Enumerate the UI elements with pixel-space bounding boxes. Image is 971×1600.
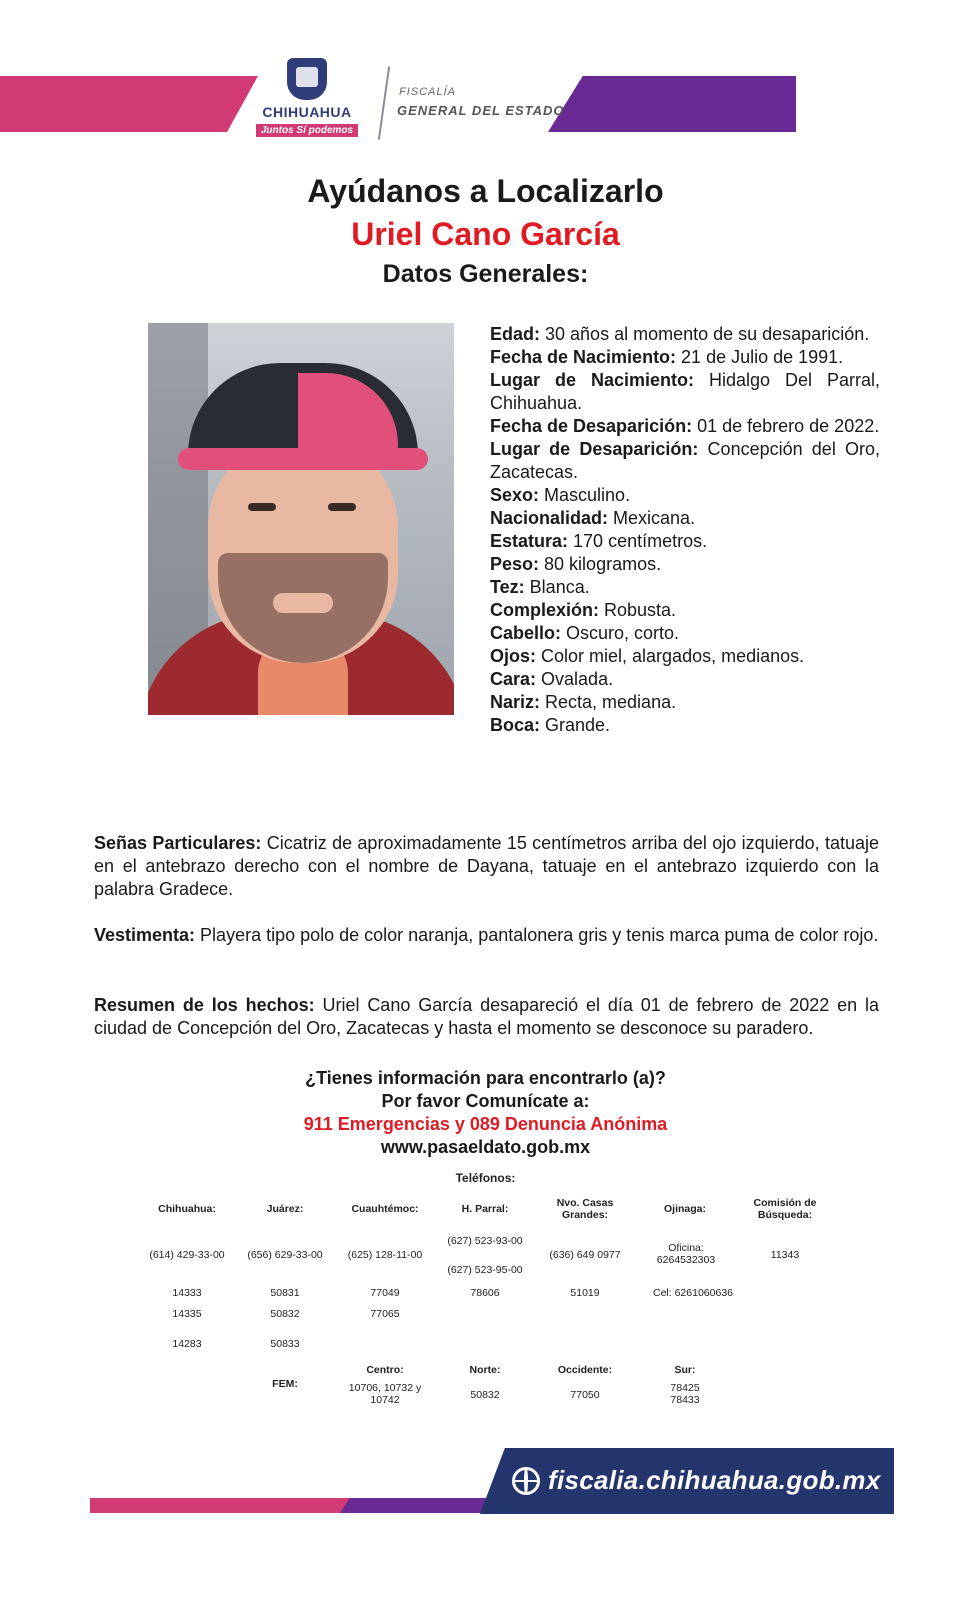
detail-item: Fecha de Nacimiento: 21 de Julio de 1991.: [490, 347, 844, 367]
fem-header: Sur:: [674, 1364, 696, 1376]
phone-ext: 50833: [270, 1338, 300, 1350]
phone-ext: 14283: [172, 1338, 202, 1350]
detail-item: Cara: Ovalada.: [490, 669, 614, 689]
phone-header: Chihuahua:: [158, 1203, 216, 1215]
phone-ext: 50831: [270, 1287, 300, 1299]
detail-item: Fecha de Desaparición: 01 de febrero de 2022.: [490, 416, 880, 436]
emergency-numbers: 911 Emergencias y 089 Denuncia Anónima: [303, 1114, 668, 1134]
phone-ext: Cel: 6261060636: [653, 1287, 733, 1299]
detail-item: Boca: Grande.: [490, 715, 611, 735]
phone-number: (656) 629-33-00: [247, 1249, 323, 1261]
person-name: Uriel Cano García: [351, 216, 620, 252]
vestimenta-paragraph: Vestimenta: Playera tipo polo de color naranja, pantalonera gris y tenis marca puma de color rojo.: [94, 925, 879, 945]
detail-item: Lugar de Nacimiento: Hidalgo Del Parral, Chihuahua.: [490, 370, 880, 413]
phone-ext: 77049: [370, 1287, 400, 1299]
phone-number: (627) 523-95-00: [447, 1264, 523, 1276]
fem-value: 50832: [470, 1389, 500, 1401]
phone-header: Ojinaga:: [663, 1203, 706, 1215]
logo-name: CHIHUAHUA: [262, 104, 352, 120]
phone-number: (627) 523-93-00: [447, 1235, 523, 1247]
page-title: Ayúdanos a Localizarlo: [307, 173, 664, 209]
chihuahua-logo: [252, 58, 362, 150]
detail-item: Complexión: Robusta.: [490, 600, 677, 620]
contact-question: ¿Tienes información para encontrarlo (a)?: [305, 1068, 666, 1088]
phone-ext: 50832: [270, 1308, 300, 1320]
detail-item: Lugar de Desaparición: Concepción del Oro, Zacatecas.: [490, 439, 880, 482]
detail-item: Ojos: Color miel, alargados, medianos.: [490, 646, 805, 666]
detail-item: Nacionalidad: Mexicana.: [490, 508, 696, 528]
footer-purple-band: [340, 1498, 500, 1513]
logo-slogan: Juntos Sí podemos: [256, 124, 358, 137]
phone-header: Juárez:: [266, 1203, 304, 1215]
phone-number: 11343: [770, 1249, 800, 1261]
detail-item: Cabello: Oscuro, corto.: [490, 623, 680, 643]
footer-pink-band: [90, 1498, 350, 1513]
globe-cursor-icon: [512, 1467, 540, 1495]
contact-please: Por favor Comunícate a:: [381, 1091, 590, 1111]
details-list: [490, 323, 880, 737]
section-title: Datos Generales:: [382, 260, 589, 288]
fem-label: FEM:: [272, 1378, 298, 1390]
phone-ext: 14335: [172, 1308, 202, 1320]
fem-value: 10706, 10732 y 10742: [348, 1382, 422, 1406]
detail-item: Sexo: Masculino.: [490, 485, 631, 505]
phone-header: Comisión de Búsqueda:: [753, 1197, 817, 1221]
detail-item: Edad: 30 años al momento de su desaparición.: [490, 324, 870, 344]
footer-url[interactable]: fiscalia.chihuahua.gob.mx: [548, 1465, 881, 1495]
fem-header: Norte:: [469, 1364, 501, 1376]
shield-icon: [287, 58, 327, 100]
phone-header: Nvo. Casas Grandes:: [556, 1197, 614, 1221]
detail-item: Nariz: Recta, mediana.: [490, 692, 677, 712]
phone-header: H. Parral:: [461, 1203, 509, 1215]
senas-paragraph: Señas Particulares: Cicatriz de aproximadamente 15 centímetros arriba del ojo izquierdo, tatuaje en el antebrazo derecho con el nombre de Dayana, tatuaje en el antebrazo izquierdo con la palabra Gradece.: [94, 833, 879, 899]
header-pink-band: [0, 76, 258, 132]
fem-value: 78425 78433: [670, 1382, 700, 1406]
phone-header: Cuauhtémoc:: [351, 1203, 419, 1215]
phone-number: (614) 429-33-00: [149, 1249, 225, 1261]
agency-top: FISCALÍA: [399, 86, 456, 98]
phone-number: (625) 128-11-00: [347, 1249, 423, 1261]
phones-title: Teléfonos:: [455, 1171, 516, 1185]
fem-value: 77050: [570, 1389, 600, 1401]
phone-ext: 77065: [370, 1308, 400, 1320]
phone-ext: 78606: [470, 1287, 500, 1299]
fem-header: Centro:: [366, 1364, 404, 1376]
fem-header: Occidente:: [557, 1364, 613, 1376]
header-purple-band: [548, 76, 796, 132]
phone-ext: 14333: [172, 1287, 202, 1299]
person-photo: [148, 323, 454, 715]
phone-number: (636) 649 0977: [549, 1249, 621, 1261]
header-divider: [378, 66, 390, 140]
detail-item: Peso: 80 kilogramos.: [490, 554, 662, 574]
detail-item: Tez: Blanca.: [490, 577, 590, 597]
phone-number: Oficina: 6264532303: [656, 1242, 716, 1266]
agency-bottom: GENERAL DEL ESTADO: [397, 103, 565, 118]
phone-ext: 51019: [570, 1287, 600, 1299]
website-link[interactable]: www.pasaeldato.gob.mx: [380, 1137, 591, 1157]
resumen-paragraph: Resumen de los hechos: Uriel Cano García desapareció el día 01 de febrero de 2022 en la ciudad de Concepción del Oro, Zacatecas y hasta el momento se desconoce su paradero.: [94, 995, 879, 1038]
detail-item: Estatura: 170 centímetros.: [490, 531, 708, 551]
